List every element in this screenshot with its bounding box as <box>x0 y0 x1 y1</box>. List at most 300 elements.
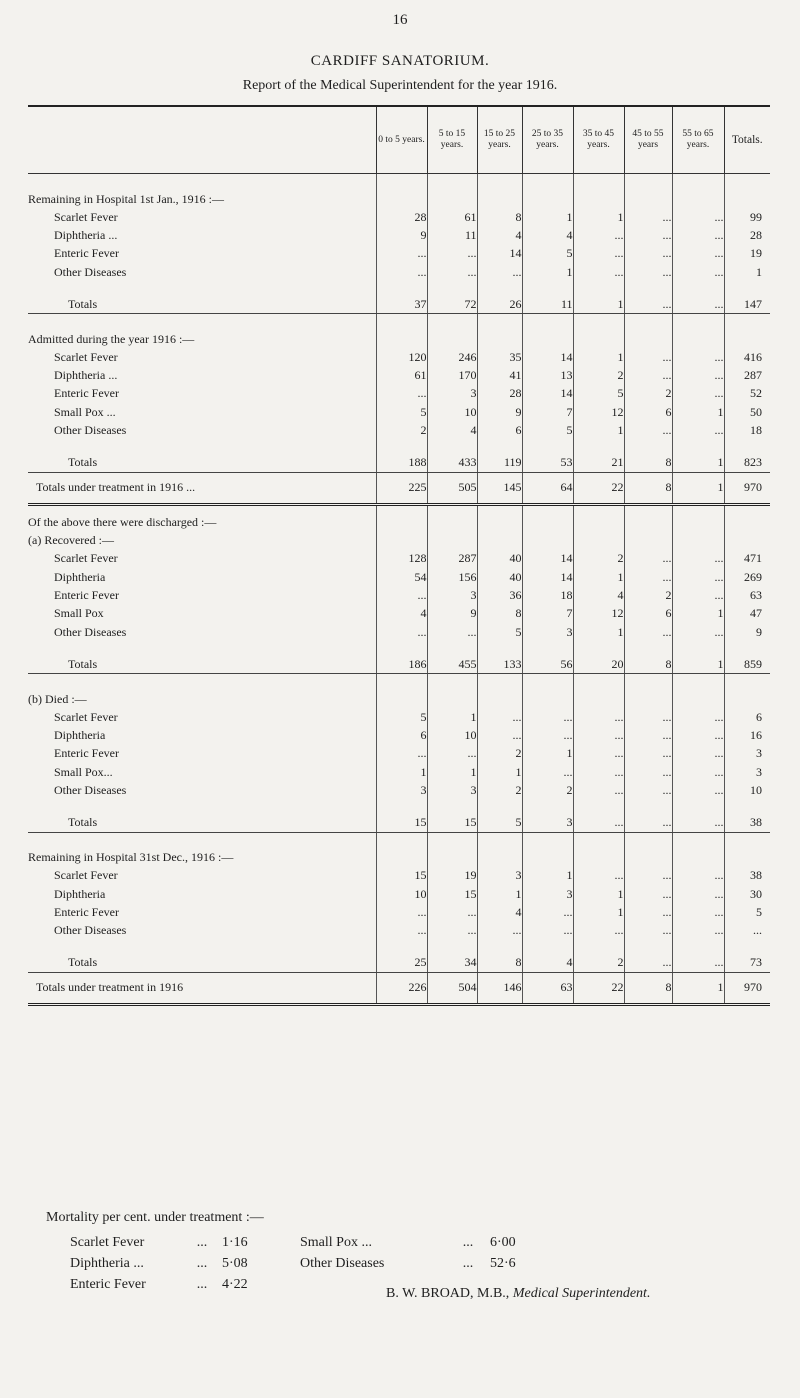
value-cell: ... <box>672 385 724 403</box>
value-cell: 1 <box>672 972 724 1004</box>
mortality-label: Scarlet Fever <box>70 1234 145 1250</box>
value-cell: 56 <box>522 655 573 674</box>
section-heading-row <box>28 849 770 867</box>
mortality-dots: ... <box>196 1234 208 1250</box>
row-label: Scarlet Fever <box>54 551 118 566</box>
totals-label: Totals <box>28 814 376 833</box>
value-cell: 14 <box>522 550 573 568</box>
value-cell: 63 <box>522 972 573 1004</box>
value-cell: 246 <box>427 348 477 366</box>
value-cell: ... <box>624 781 672 799</box>
value-cell: 1 <box>477 763 522 781</box>
row-label: Enteric Fever <box>54 246 119 261</box>
table-row <box>28 586 770 604</box>
value-cell: 10 <box>427 726 477 744</box>
spacer-row <box>28 800 770 814</box>
age-table <box>28 105 770 1006</box>
value-cell: 15 <box>427 814 477 833</box>
value-cell: ... <box>624 954 672 973</box>
spacer-row <box>28 314 770 331</box>
value-cell: 1 <box>573 421 624 439</box>
value-cell: 1 <box>376 763 427 781</box>
total-cell: 5 <box>724 903 770 921</box>
section-heading-row <box>28 514 770 532</box>
value-cell: 2 <box>624 385 672 403</box>
value-cell: ... <box>573 814 624 833</box>
value-cell: ... <box>376 263 427 281</box>
value-cell: 1 <box>522 263 573 281</box>
total-cell: 16 <box>724 726 770 744</box>
totals-label: Totals <box>28 655 376 674</box>
grand-total-label: Totals under treatment in 1916 ... <box>28 472 376 504</box>
value-cell: ... <box>624 867 672 885</box>
value-cell: 4 <box>522 954 573 973</box>
value-cell: 41 <box>477 366 522 384</box>
value-cell: ... <box>427 903 477 921</box>
total-cell: 3 <box>724 745 770 763</box>
value-cell: ... <box>427 245 477 263</box>
row-label: Other Diseases <box>54 423 127 438</box>
mortality-value: 1·16 <box>222 1234 248 1250</box>
value-cell: 10 <box>427 403 477 421</box>
value-cell: ... <box>573 867 624 885</box>
value-cell: 4 <box>522 226 573 244</box>
value-cell: 156 <box>427 568 477 586</box>
mortality-label: Small Pox ... <box>300 1234 372 1250</box>
value-cell: 5 <box>573 385 624 403</box>
col-header-totals: Totals. <box>724 106 770 174</box>
value-cell: ... <box>573 245 624 263</box>
grand-total-row <box>28 972 770 1004</box>
col-header: 15 to 25 years. <box>477 106 522 174</box>
value-cell: 8 <box>624 655 672 674</box>
section-heading: Admitted during the year 1916 :— <box>28 331 195 346</box>
value-cell: 11 <box>427 226 477 244</box>
value-cell: 12 <box>573 605 624 623</box>
totals-row <box>28 295 770 314</box>
value-cell: 5 <box>477 814 522 833</box>
table-row <box>28 726 770 744</box>
value-cell: ... <box>672 366 724 384</box>
value-cell: ... <box>522 922 573 940</box>
total-cell: 30 <box>724 885 770 903</box>
totals-row <box>28 454 770 473</box>
value-cell: 2 <box>573 366 624 384</box>
value-cell: 14 <box>522 568 573 586</box>
value-cell: ... <box>573 226 624 244</box>
value-cell: 53 <box>522 454 573 473</box>
row-label: Small Pox <box>54 606 104 621</box>
value-cell: 1 <box>427 763 477 781</box>
total-cell: 52 <box>724 385 770 403</box>
value-cell: ... <box>624 745 672 763</box>
value-cell: ... <box>477 708 522 726</box>
value-cell: 1 <box>427 708 477 726</box>
report-subtitle: Report of the Medical Superintendent for the year 1916. <box>242 78 558 93</box>
mortality-value: 6·00 <box>490 1234 516 1250</box>
value-cell: 9 <box>427 605 477 623</box>
value-cell: 2 <box>573 550 624 568</box>
spacer-row <box>28 440 770 454</box>
row-label: Small Pox... <box>54 764 113 779</box>
mortality-heading: Mortality per cent. under treatment :— <box>46 1210 264 1225</box>
row-label: Other Diseases <box>54 624 127 639</box>
value-cell: ... <box>672 623 724 641</box>
value-cell: 61 <box>376 366 427 384</box>
value-cell: ... <box>624 245 672 263</box>
value-cell: 9 <box>376 226 427 244</box>
value-cell: ... <box>672 245 724 263</box>
value-cell: 505 <box>427 472 477 504</box>
spacer-row <box>28 674 770 691</box>
grand-total-row <box>28 472 770 504</box>
value-cell: 3 <box>427 586 477 604</box>
value-cell: ... <box>427 745 477 763</box>
table-row <box>28 922 770 940</box>
total-cell: 269 <box>724 568 770 586</box>
header-row <box>28 106 770 174</box>
value-cell: 5 <box>376 708 427 726</box>
value-cell: 14 <box>522 385 573 403</box>
value-cell: ... <box>522 726 573 744</box>
value-cell: ... <box>624 366 672 384</box>
table-row <box>28 568 770 586</box>
value-cell: 120 <box>376 348 427 366</box>
value-cell: ... <box>376 903 427 921</box>
value-cell: ... <box>672 745 724 763</box>
value-cell: ... <box>672 903 724 921</box>
value-cell: 11 <box>522 295 573 314</box>
row-label: Small Pox ... <box>54 404 116 419</box>
section-heading: Remaining in Hospital 31st Dec., 1916 :— <box>28 850 234 865</box>
totals-row <box>28 655 770 674</box>
row-label: Enteric Fever <box>54 746 119 761</box>
total-cell: 47 <box>724 605 770 623</box>
section-heading: Of the above there were discharged :— <box>28 515 217 530</box>
value-cell: 37 <box>376 295 427 314</box>
section-heading-row <box>28 330 770 348</box>
total-cell: 970 <box>724 472 770 504</box>
value-cell: 72 <box>427 295 477 314</box>
row-label: Diphtheria <box>54 728 106 743</box>
value-cell: 2 <box>522 781 573 799</box>
value-cell: ... <box>427 623 477 641</box>
value-cell: 1 <box>672 454 724 473</box>
value-cell: ... <box>624 623 672 641</box>
table-row <box>28 226 770 244</box>
total-cell: ... <box>724 922 770 940</box>
total-cell: 28 <box>724 226 770 244</box>
mortality-value: 4·22 <box>222 1276 248 1292</box>
table-row <box>28 208 770 226</box>
total-cell: 18 <box>724 421 770 439</box>
value-cell: 22 <box>573 972 624 1004</box>
value-cell: 4 <box>573 586 624 604</box>
total-cell: 1 <box>724 263 770 281</box>
value-cell: 19 <box>427 867 477 885</box>
value-cell: 1 <box>672 403 724 421</box>
value-cell: ... <box>376 922 427 940</box>
table-row <box>28 623 770 641</box>
value-cell: 1 <box>573 568 624 586</box>
value-cell: ... <box>477 263 522 281</box>
spacer-row <box>28 832 770 849</box>
section-heading: (a) Recovered :— <box>28 533 114 548</box>
spacer-row <box>28 174 770 191</box>
row-label: Other Diseases <box>54 782 127 797</box>
value-cell: 3 <box>522 623 573 641</box>
value-cell: 15 <box>427 885 477 903</box>
col-header: 25 to 35 years. <box>522 106 573 174</box>
value-cell: ... <box>573 922 624 940</box>
value-cell: ... <box>672 922 724 940</box>
value-cell: ... <box>477 922 522 940</box>
value-cell: ... <box>376 245 427 263</box>
value-cell: ... <box>522 708 573 726</box>
value-cell: ... <box>573 763 624 781</box>
value-cell: 455 <box>427 655 477 674</box>
value-cell: 6 <box>624 403 672 421</box>
value-cell: ... <box>624 226 672 244</box>
value-cell: ... <box>624 903 672 921</box>
value-cell: ... <box>672 781 724 799</box>
value-cell: 40 <box>477 550 522 568</box>
value-cell: 8 <box>624 972 672 1004</box>
value-cell: ... <box>624 348 672 366</box>
value-cell: 21 <box>573 454 624 473</box>
value-cell: ... <box>376 385 427 403</box>
mortality-dots: ... <box>196 1276 208 1292</box>
spacer-row <box>28 281 770 295</box>
value-cell: ... <box>624 708 672 726</box>
value-cell: 36 <box>477 586 522 604</box>
value-cell: 14 <box>477 245 522 263</box>
section-heading-row <box>28 190 770 208</box>
table-row <box>28 867 770 885</box>
value-cell: 8 <box>624 454 672 473</box>
value-cell: 6 <box>376 726 427 744</box>
value-cell: ... <box>573 708 624 726</box>
value-cell: 1 <box>573 348 624 366</box>
col-header: 0 to 5 years. <box>376 106 427 174</box>
value-cell: 5 <box>376 403 427 421</box>
value-cell: 1 <box>672 655 724 674</box>
value-cell: 26 <box>477 295 522 314</box>
value-cell: ... <box>672 867 724 885</box>
value-cell: 146 <box>477 972 522 1004</box>
value-cell: 1 <box>573 623 624 641</box>
col-header: 45 to 55 years <box>624 106 672 174</box>
value-cell: 2 <box>624 586 672 604</box>
value-cell: 1 <box>573 903 624 921</box>
value-cell: 35 <box>477 348 522 366</box>
table-row <box>28 550 770 568</box>
signature-role: Medical Superintendent. <box>512 1286 651 1301</box>
row-label: Scarlet Fever <box>54 868 118 883</box>
value-cell: ... <box>672 568 724 586</box>
value-cell: ... <box>376 586 427 604</box>
value-cell: 504 <box>427 972 477 1004</box>
value-cell: 9 <box>477 403 522 421</box>
value-cell: ... <box>672 421 724 439</box>
value-cell: 1 <box>573 295 624 314</box>
total-cell: 287 <box>724 366 770 384</box>
value-cell: 12 <box>573 403 624 421</box>
section-heading: (b) Died :— <box>28 691 87 706</box>
value-cell: 14 <box>522 348 573 366</box>
row-label: Diphtheria <box>54 886 106 901</box>
value-cell: ... <box>672 295 724 314</box>
row-label: Other Diseases <box>54 923 127 938</box>
value-cell: ... <box>624 922 672 940</box>
mortality-label: Enteric Fever <box>70 1276 146 1292</box>
value-cell: ... <box>672 763 724 781</box>
total-cell: 416 <box>724 348 770 366</box>
value-cell: 1 <box>522 208 573 226</box>
value-cell: ... <box>376 745 427 763</box>
page-number: 16 <box>392 12 408 28</box>
report-title: CARDIFF SANATORIUM. <box>310 53 490 69</box>
total-cell: 38 <box>724 814 770 833</box>
value-cell: ... <box>672 708 724 726</box>
total-cell: 73 <box>724 954 770 973</box>
mortality-value: 5·08 <box>222 1255 248 1271</box>
table-row <box>28 403 770 421</box>
mortality-dots: ... <box>462 1255 474 1271</box>
row-label: Scarlet Fever <box>54 209 118 224</box>
value-cell: 1 <box>672 472 724 504</box>
value-cell: 8 <box>477 954 522 973</box>
section-heading: Remaining in Hospital 1st Jan., 1916 :— <box>28 191 224 206</box>
value-cell: 6 <box>624 605 672 623</box>
total-cell: 471 <box>724 550 770 568</box>
table-row <box>28 605 770 623</box>
value-cell: 61 <box>427 208 477 226</box>
value-cell: 4 <box>477 903 522 921</box>
table-row <box>28 366 770 384</box>
row-label: Enteric Fever <box>54 904 119 919</box>
grand-total-label: Totals under treatment in 1916 <box>28 972 376 1004</box>
value-cell: ... <box>672 726 724 744</box>
value-cell: 1 <box>477 885 522 903</box>
spacer-row <box>28 940 770 954</box>
total-cell: 38 <box>724 867 770 885</box>
value-cell: 1 <box>672 605 724 623</box>
table-row <box>28 245 770 263</box>
value-cell: 5 <box>522 421 573 439</box>
value-cell: ... <box>624 208 672 226</box>
row-label: Diphtheria <box>54 569 106 584</box>
value-cell: 2 <box>376 421 427 439</box>
value-cell: ... <box>624 814 672 833</box>
mortality-label: Other Diseases <box>300 1255 385 1271</box>
value-cell: ... <box>672 814 724 833</box>
value-cell: ... <box>672 550 724 568</box>
value-cell: ... <box>672 586 724 604</box>
value-cell: 5 <box>477 623 522 641</box>
col-header: 55 to 65 years. <box>672 106 724 174</box>
table-row <box>28 348 770 366</box>
value-cell: 1 <box>573 208 624 226</box>
total-cell: 6 <box>724 708 770 726</box>
col-header: 35 to 45 years. <box>573 106 624 174</box>
value-cell: 34 <box>427 954 477 973</box>
value-cell: 1 <box>522 745 573 763</box>
mortality-dots: ... <box>196 1255 208 1271</box>
value-cell: ... <box>672 348 724 366</box>
mortality-section <box>46 1210 766 1295</box>
value-cell: 3 <box>522 814 573 833</box>
total-cell: 19 <box>724 245 770 263</box>
value-cell: 4 <box>427 421 477 439</box>
value-cell: ... <box>477 726 522 744</box>
value-cell: 2 <box>477 745 522 763</box>
section-heading-row <box>28 532 770 550</box>
value-cell: ... <box>672 208 724 226</box>
total-cell: 99 <box>724 208 770 226</box>
value-cell: 8 <box>477 605 522 623</box>
value-cell: 8 <box>624 472 672 504</box>
mortality-label: Diphtheria ... <box>70 1255 144 1271</box>
value-cell: ... <box>522 903 573 921</box>
table-row <box>28 745 770 763</box>
value-cell: ... <box>672 885 724 903</box>
value-cell: 25 <box>376 954 427 973</box>
value-cell: ... <box>573 263 624 281</box>
spacer-row <box>28 504 770 514</box>
value-cell: ... <box>624 885 672 903</box>
value-cell: 7 <box>522 605 573 623</box>
value-cell: 28 <box>376 208 427 226</box>
value-cell: 18 <box>522 586 573 604</box>
value-cell: ... <box>427 263 477 281</box>
total-cell: 50 <box>724 403 770 421</box>
value-cell: 3 <box>376 781 427 799</box>
value-cell: ... <box>624 550 672 568</box>
value-cell: ... <box>624 568 672 586</box>
totals-row <box>28 814 770 833</box>
value-cell: 4 <box>376 605 427 623</box>
value-cell: 128 <box>376 550 427 568</box>
value-cell: ... <box>376 623 427 641</box>
value-cell: 20 <box>573 655 624 674</box>
label-column-header <box>28 106 376 174</box>
value-cell: 28 <box>477 385 522 403</box>
totals-label: Totals <box>28 295 376 314</box>
spacer-row <box>28 641 770 655</box>
mortality-dots: ... <box>462 1234 474 1250</box>
value-cell: ... <box>573 745 624 763</box>
value-cell: 10 <box>376 885 427 903</box>
value-cell: ... <box>624 763 672 781</box>
value-cell: 15 <box>376 867 427 885</box>
value-cell: 54 <box>376 568 427 586</box>
value-cell: 145 <box>477 472 522 504</box>
value-cell: ... <box>522 763 573 781</box>
table-body <box>28 174 770 1005</box>
value-cell: ... <box>427 922 477 940</box>
value-cell: ... <box>672 954 724 973</box>
value-cell: 5 <box>522 245 573 263</box>
value-cell: 133 <box>477 655 522 674</box>
value-cell: 3 <box>477 867 522 885</box>
total-cell: 859 <box>724 655 770 674</box>
value-cell: ... <box>624 295 672 314</box>
value-cell: 64 <box>522 472 573 504</box>
table-row <box>28 903 770 921</box>
table-row <box>28 885 770 903</box>
value-cell: 170 <box>427 366 477 384</box>
